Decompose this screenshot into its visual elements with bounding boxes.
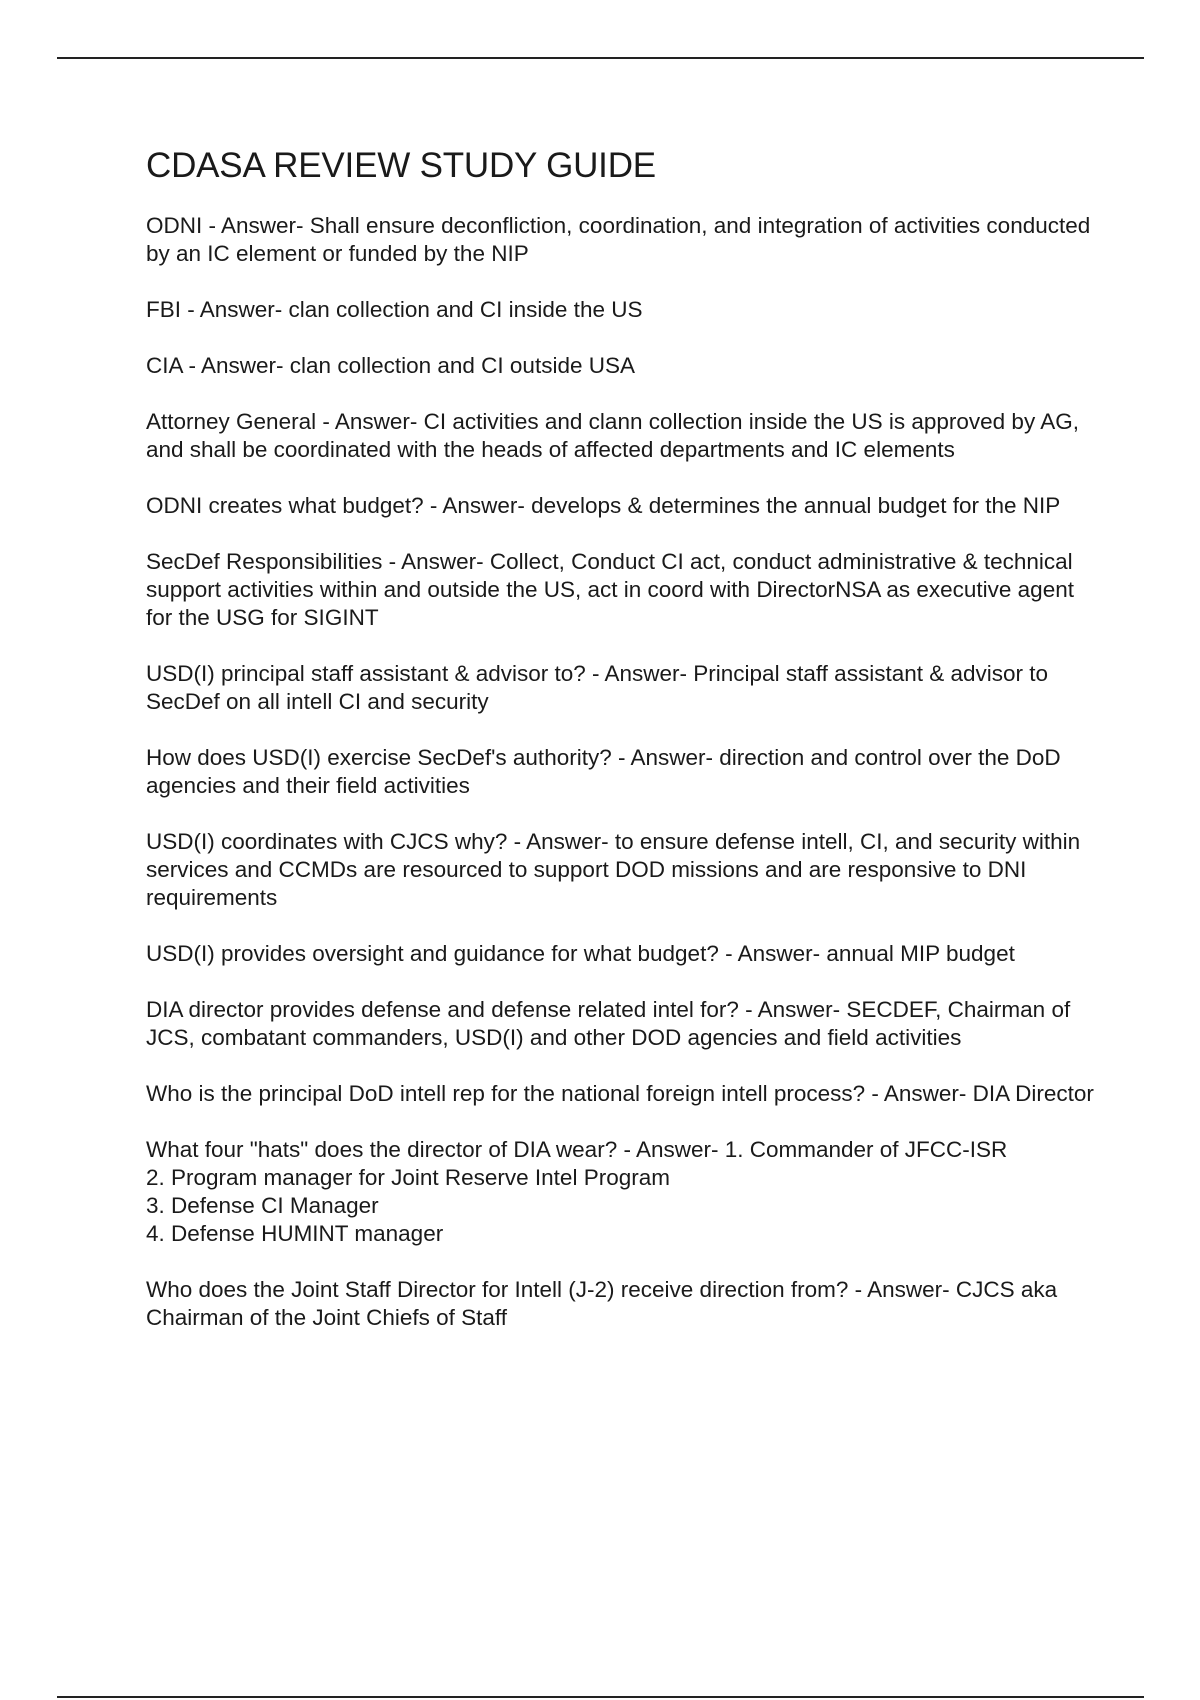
qa-entry-principal-dod-rep: Who is the principal DoD intell rep for the national foreign intell process? - Answer- DIA Director [146, 1081, 1094, 1106]
qa-entry-fbi: FBI - Answer- clan collection and CI inside the US [146, 297, 643, 322]
qa-entry-usdi-advisor: USD(I) principal staff assistant & advisor to? - Answer- Principal staff assistant & advisor to SecDef on all intell CI and security [146, 661, 1049, 714]
qa-entry-usdi-budget: USD(I) provides oversight and guidance for what budget? - Answer- annual MIP budget [146, 941, 1015, 966]
qa-entry-dia-director-intel: DIA director provides defense and defense related intel for? - Answer- SECDEF, Chairman of JCS, combatant commanders, USD(I) and other DOD agencies and field activities [146, 997, 1071, 1050]
bottom-divider [57, 1696, 1144, 1698]
qa-entry-secdef-responsibilities: SecDef Responsibilities - Answer- Collect, Conduct CI act, conduct administrative & technical support activities within and outside the US, act in coord with DirectorNSA as executive agent for the USG for SIGINT [146, 549, 1074, 630]
qa-entry-usdi-authority: How does USD(I) exercise SecDef's authority? - Answer- direction and control over the DoD agencies and their field activities [146, 745, 1061, 798]
qa-entry-usdi-cjcs: USD(I) coordinates with CJCS why? - Answer- to ensure defense intell, CI, and security within services and CCMDs are resourced to support DOD missions and are responsive to DNI requirements [146, 829, 1081, 910]
qa-entry-attorney-general: Attorney General - Answer- CI activities and clann collection inside the US is approved by AG, and shall be coordinated with the heads of affected departments and IC elements [146, 409, 1079, 462]
top-divider [57, 57, 1144, 59]
qa-entry-dia-four-hats: What four "hats" does the director of DIA wear? - Answer- 1. Commander of JFCC-ISR 2. Program manager for Joint Reserve Intel Program 3. Defense CI Manager 4. Defense HUMINT manager [146, 1137, 1008, 1246]
qa-entry-j2-direction: Who does the Joint Staff Director for Intell (J-2) receive direction from? - Answer- CJCS aka Chairman of the Joint Chiefs of Staff [146, 1277, 1058, 1330]
qa-entry-odni: ODNI - Answer- Shall ensure deconfliction, coordination, and integration of activities conducted by an IC element or funded by the NIP [146, 213, 1091, 266]
page-title: CDASA REVIEW STUDY GUIDE [146, 146, 656, 185]
qa-entry-odni-budget: ODNI creates what budget? - Answer- develops & determines the annual budget for the NIP [146, 493, 1061, 518]
document-body [146, 144, 1096, 1360]
qa-entry-cia: CIA - Answer- clan collection and CI outside USA [146, 353, 635, 378]
